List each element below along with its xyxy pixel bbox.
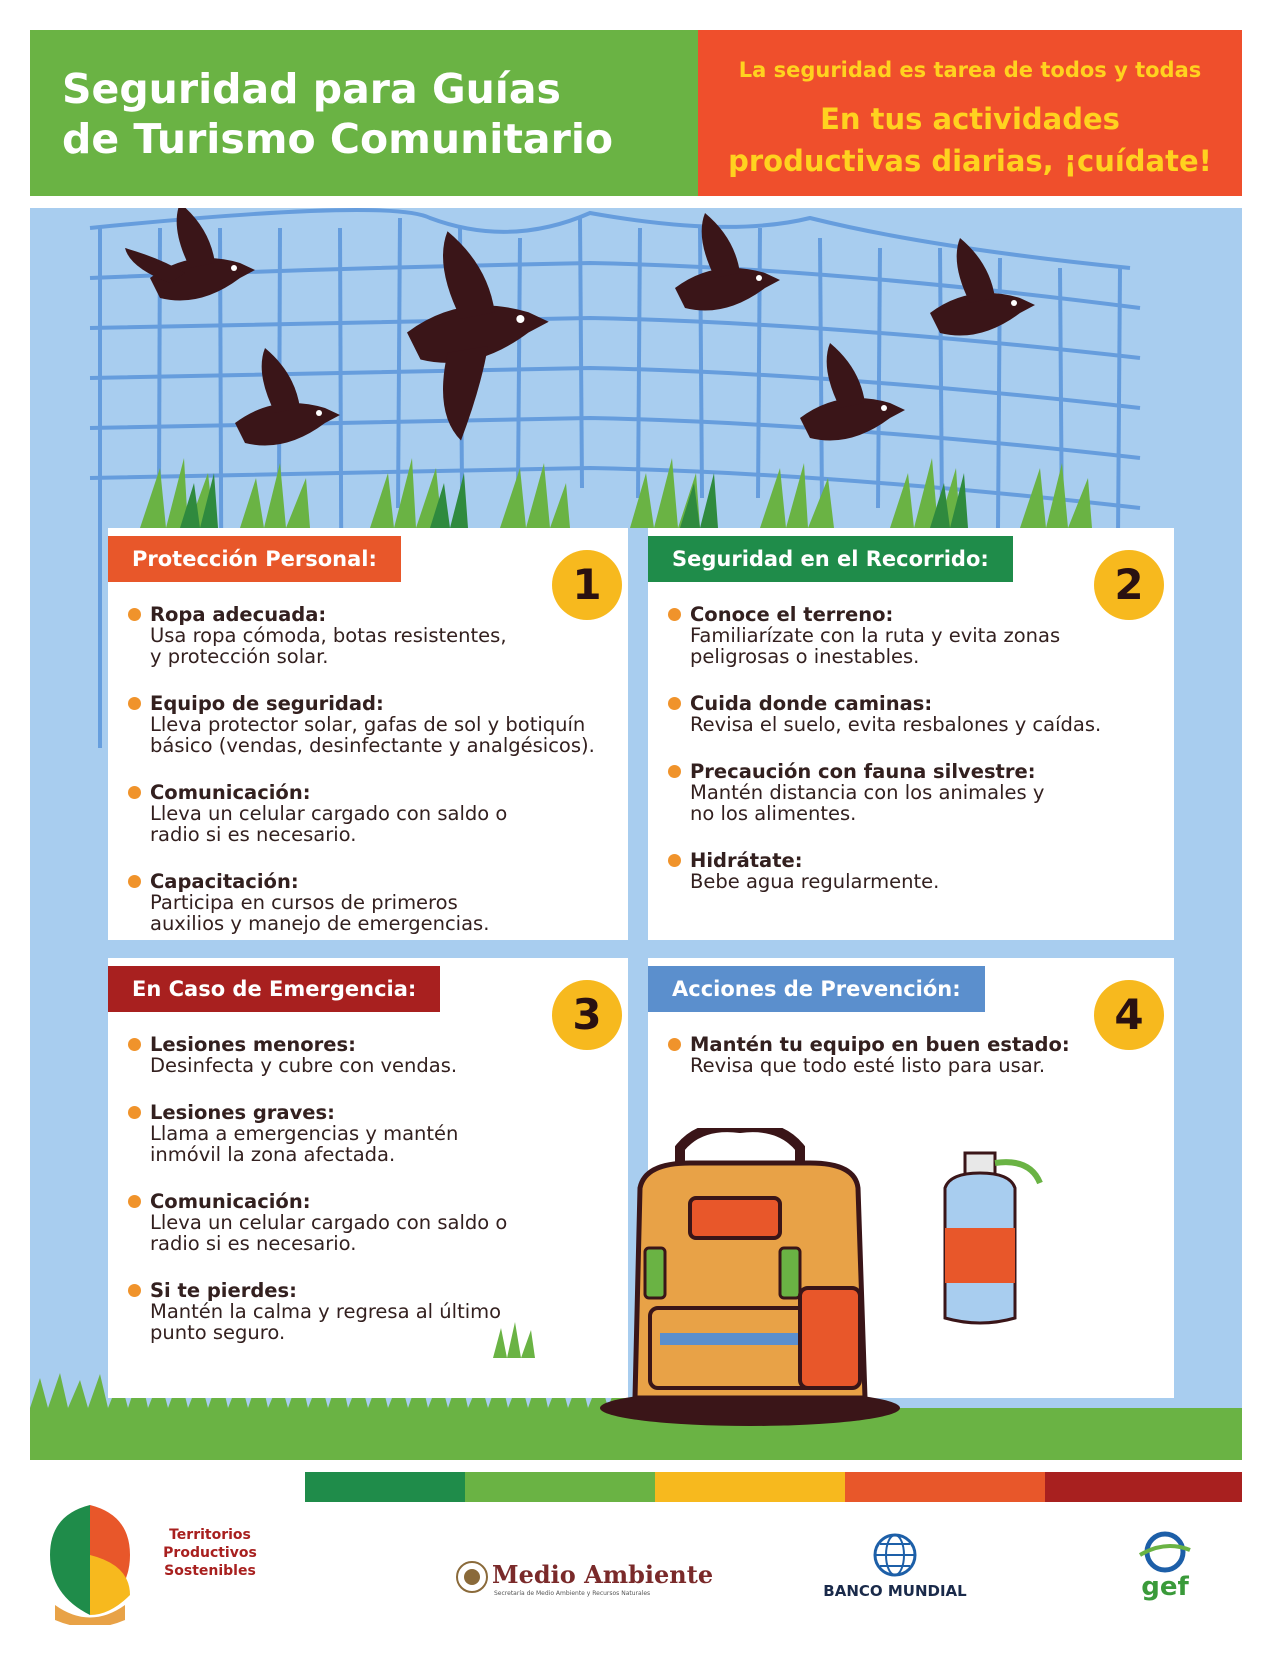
bird-icon [125,208,255,301]
item-body: Mantén distancia con los animales y no los alimentes. [690,781,1045,825]
gef-logo: gef [1141,1572,1189,1602]
item-body: Llama a emergencias y mantén inmóvil la zona afectada. [150,1122,459,1166]
list-item [128,1034,618,1076]
title-line-2: de Turismo Comunitario [62,115,614,163]
item-heading: Conoce el terreno: [690,603,894,626]
bird-icon [800,343,905,441]
bullet-icon [128,1195,141,1208]
item-list [128,1034,618,1369]
globe-icon [872,1532,918,1578]
page-title [62,64,613,164]
list-item [128,1191,618,1254]
bird-icon [930,238,1035,336]
section-label: Acciones de Prevención: [648,966,985,1012]
tps-line-3: Sostenibles [164,1563,256,1579]
bullet-icon [128,697,141,710]
section-label: Seguridad en el Recorrido: [648,536,1013,582]
header-slogan-panel [698,30,1242,196]
section-number: 4 [1094,980,1164,1050]
bullet-icon [668,1038,681,1051]
item-heading: Lesiones menores: [150,1033,356,1056]
tps-line-2: Productivos [163,1545,257,1561]
item-heading: Mantén tu equipo en buen estado: [690,1033,1070,1056]
title-line-1: Seguridad para Guías [62,65,561,113]
item-list [128,604,618,960]
item-list [668,604,1164,918]
bird-icon [235,348,340,446]
list-item [668,850,1164,892]
bullet-icon [668,854,681,867]
stripe-green [465,1472,655,1502]
territorios-logo-icon [40,1495,140,1625]
card-seguridad-recorrido [648,528,1174,940]
bird-icon [675,213,780,311]
list-item [668,761,1164,824]
item-body: Mantén la calma y regresa al último punto seguro. [150,1300,502,1344]
bullet-icon [128,875,141,888]
item-list [668,1034,1164,1102]
item-body: Revisa que todo esté listo para usar. [690,1054,1046,1077]
item-body: Revisa el suelo, evita resbalones y caídas. [690,713,1102,736]
section-label: En Caso de Emergencia: [108,966,440,1012]
illustration-scene [30,208,1242,1460]
territorios-logo-text [150,1526,270,1580]
header-title-panel [30,30,698,196]
header-subtitle: La seguridad es tarea de todos y todas [738,58,1202,82]
item-body: Lleva protector solar, gafas de sol y botiquín básico (vendas, desinfectante y analgésicos). [150,713,595,757]
list-item [128,604,618,667]
section-label: Protección Personal: [108,536,401,582]
bullet-icon [128,786,141,799]
bullet-icon [128,1106,141,1119]
stripe-red [1045,1472,1242,1502]
item-heading: Hidrátate: [690,849,803,872]
bullet-icon [668,608,681,621]
item-heading: Si te pierdes: [150,1279,297,1302]
item-body: Desinfecta y cubre con vendas. [150,1054,458,1077]
item-body: Bebe agua regularmente. [690,870,940,893]
item-heading: Lesiones graves: [150,1101,335,1124]
bullet-icon [128,1038,141,1051]
list-item [668,693,1164,735]
card-proteccion-personal [108,528,628,940]
banco-mundial-logo: BANCO MUNDIAL [823,1582,967,1600]
bullet-icon [128,608,141,621]
item-heading: Ropa adecuada: [150,603,327,626]
header-slogan [698,98,1242,182]
list-item [128,1280,618,1343]
list-item [128,1102,618,1165]
list-item [128,782,618,845]
grass-tuft-icon [488,1318,538,1358]
backpack-illustration [590,1128,1070,1428]
bullet-icon [668,697,681,710]
section-number: 1 [552,550,622,620]
section-number: 3 [552,980,622,1050]
medio-ambiente-logo: Medio Ambiente [492,1560,714,1589]
item-heading: Comunicación: [150,1190,311,1213]
gef-globe-icon [1135,1530,1195,1574]
card-caso-emergencia [108,958,628,1398]
list-item [668,1034,1164,1076]
item-body: Usa ropa cómoda, botas resistentes, y protección solar. [150,624,507,668]
list-item [668,604,1164,667]
color-stripe-bar [305,1472,1242,1502]
item-heading: Comunicación: [150,781,311,804]
stripe-orange [845,1472,1045,1502]
item-heading: Cuida donde caminas: [690,692,933,715]
birds-illustration [30,208,1242,528]
stripe-green-dark [305,1472,465,1502]
item-body: Lleva un celular cargado con saldo o radio si es necesario. [150,1211,508,1255]
item-heading: Capacitación: [150,870,299,893]
mexico-seal-icon [455,1560,489,1594]
item-body: Participa en cursos de primeros auxilios y manejo de emergencias. [150,891,490,935]
section-number: 2 [1094,550,1164,620]
item-body: Familiarízate con la ruta y evita zonas peligrosas o inestables. [690,624,1061,668]
item-heading: Precaución con fauna silvestre: [690,760,1036,783]
bullet-icon [668,765,681,778]
list-item [128,693,618,756]
slogan-line-1: En tus actividades [820,102,1120,136]
item-heading: Equipo de seguridad: [150,692,384,715]
item-body: Lleva un celular cargado con saldo o radio si es necesario. [150,802,508,846]
tps-line-1: Territorios [169,1527,251,1543]
stripe-yellow [655,1472,845,1502]
list-item [128,871,618,934]
medio-ambiente-subtitle: Secretaría de Medio Ambiente y Recursos Naturales [494,1590,651,1597]
bullet-icon [128,1284,141,1297]
bird-icon [407,231,549,440]
slogan-line-2: productivas diarias, ¡cuídate! [728,144,1212,178]
